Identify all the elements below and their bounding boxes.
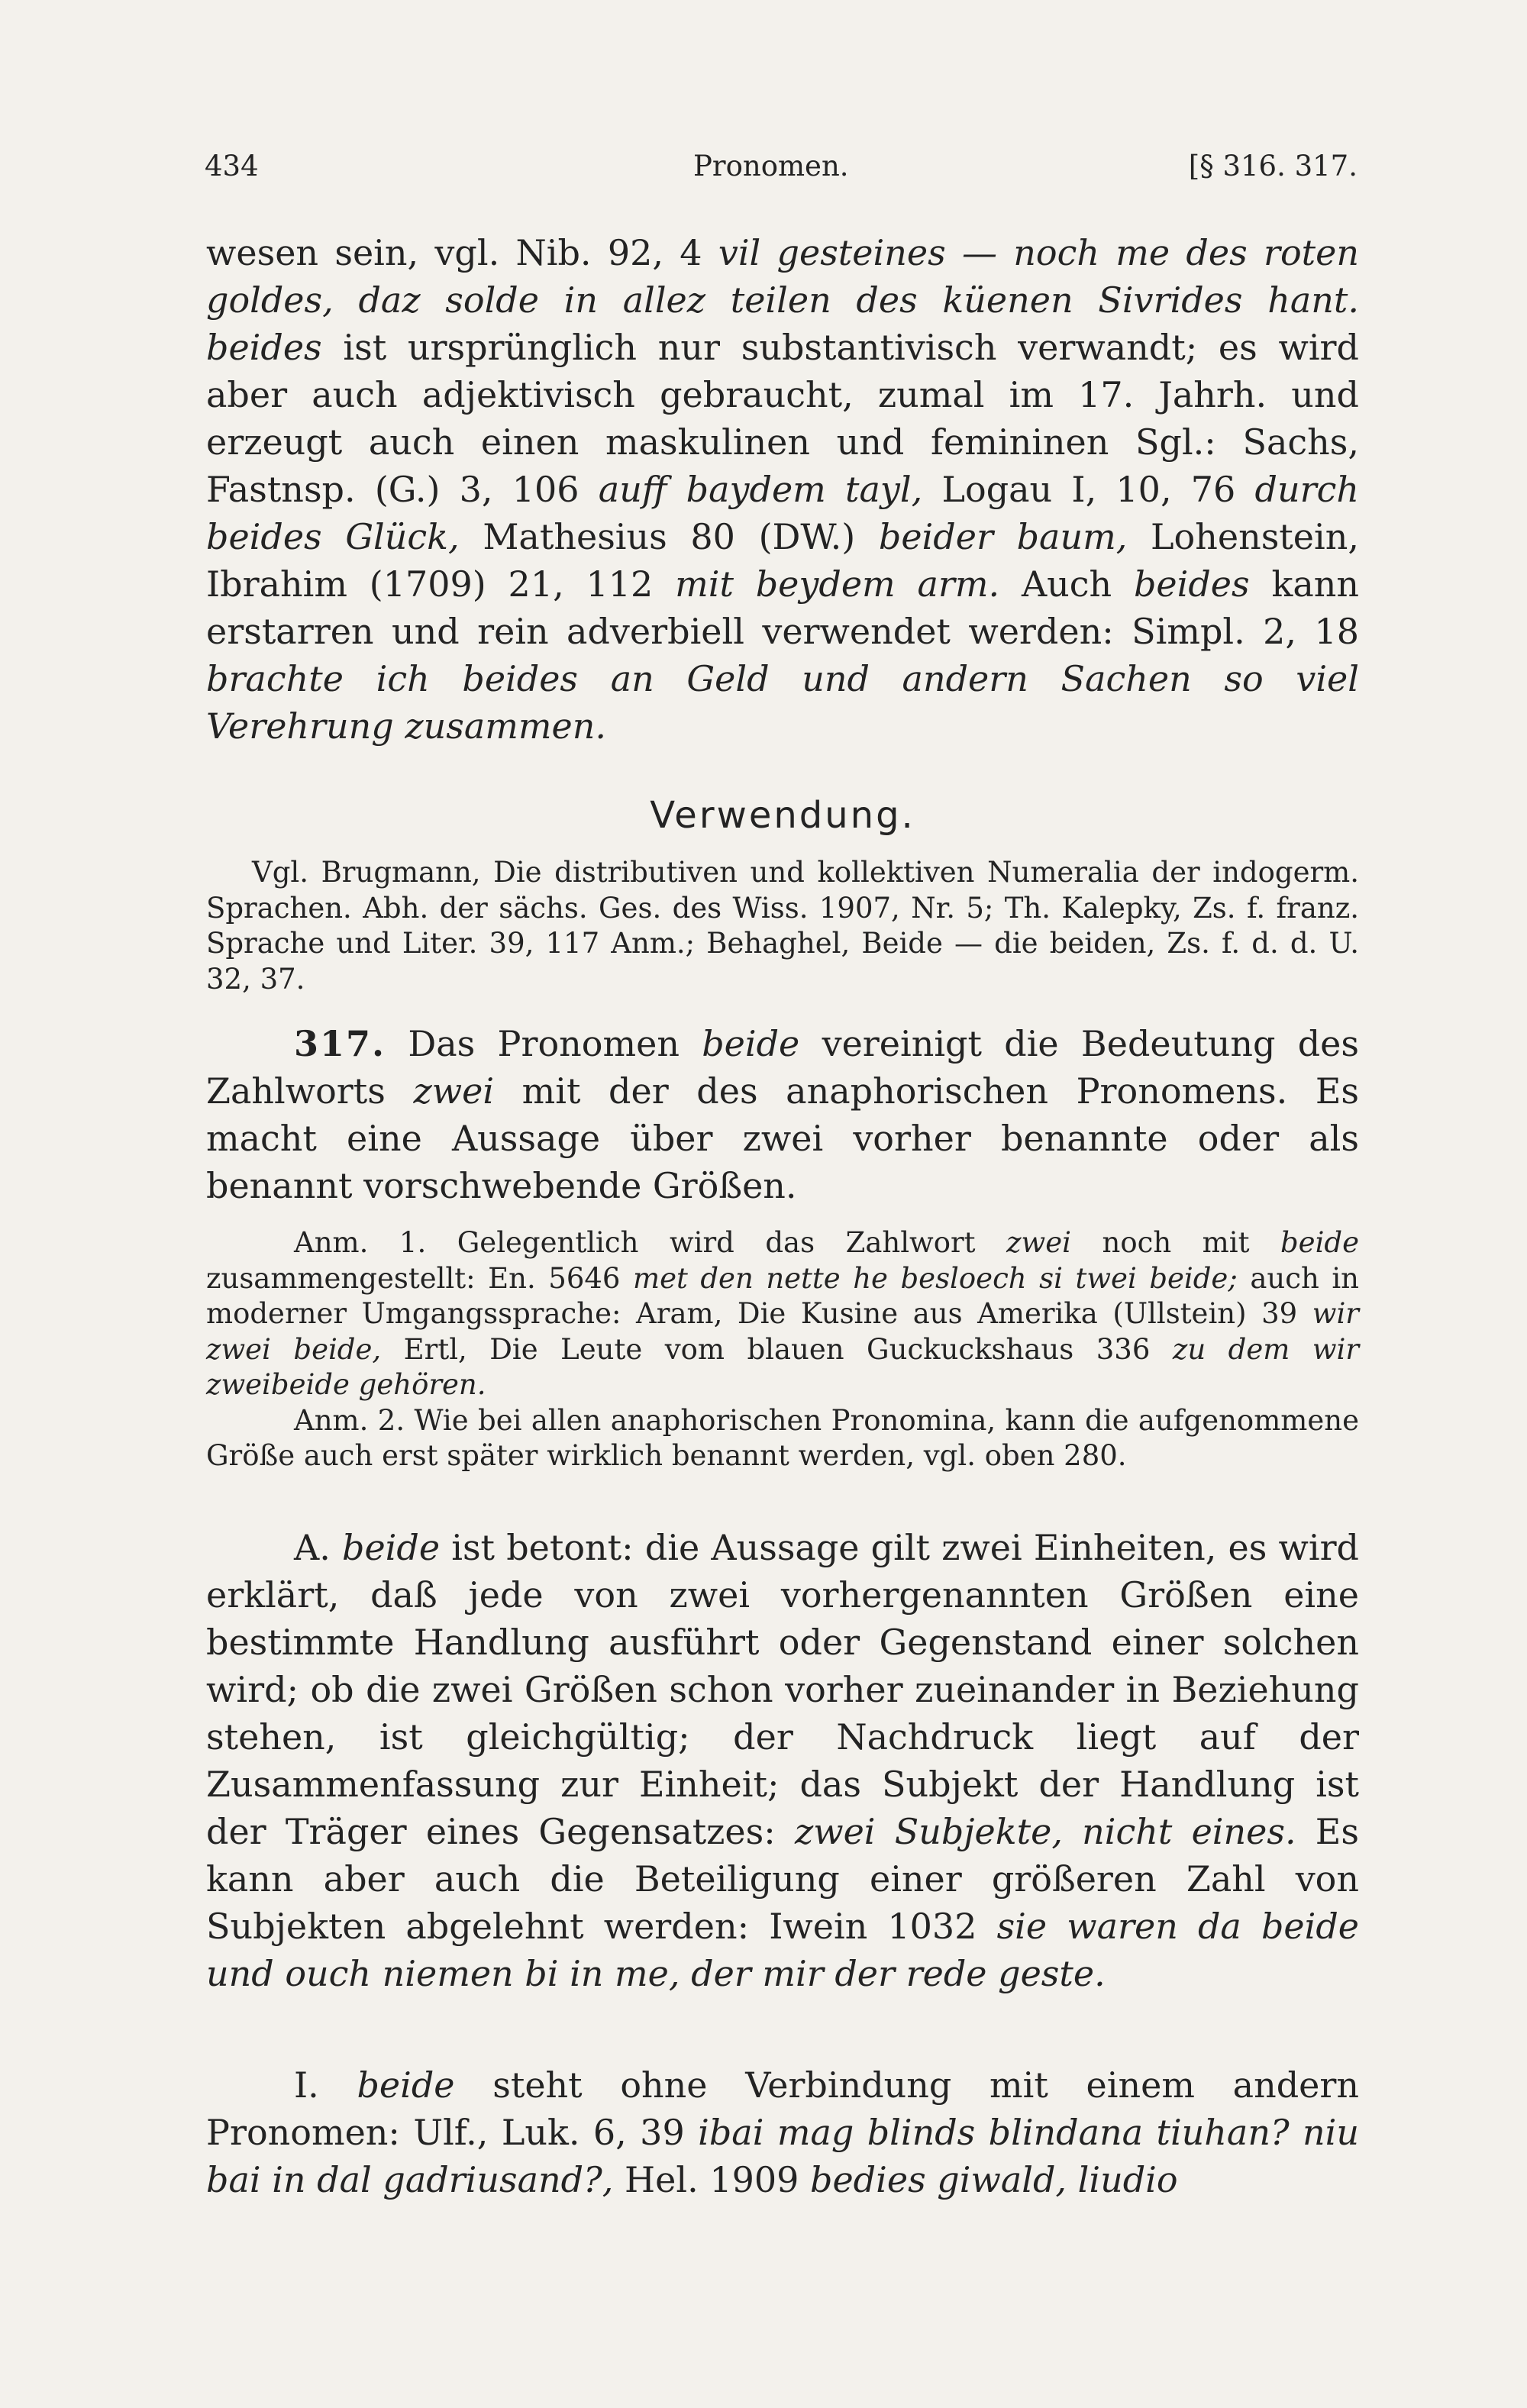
text-run: auch in moderner Umgangssprache: Aram, Die Kusine aus Amerika (Ullstein) 39: [206, 1261, 1359, 1330]
text-run: ist ursprünglich nur substantivisch verwandt; es wird aber auch adjektivisch gebraucht, zumal im 17. Jahrh. und erzeugt auch einen maskulinen und femininen Sgl.: Sachs, Fastnsp. (G.) 3, 106: [206, 327, 1359, 510]
text-run: I.: [294, 2064, 357, 2106]
running-title: Pronomen.: [693, 150, 849, 182]
quote-run: zwei Subjekte, nicht eines.: [794, 1811, 1296, 1852]
text-run: ist betont: die Aussage gilt zwei Einheiten, es wird erklärt, daß jede von zwei vorhergenannten Größen eine bestimmte Handlung ausführt oder Gegenstand einer solchen wird; ob die zwei Größen schon vorher zueinander in Beziehung stehen, ist gleichgültig; der Nachdruck liegt auf der Zusammenfassung zur Einheit; das Subjekt der Handlung ist der Träger eines Gegensatzes:: [206, 1527, 1360, 1852]
paragraph-a: [206, 1524, 1359, 1997]
text-run: Mathesius 80 (DW.): [459, 516, 879, 557]
section-317: [206, 1020, 1359, 1209]
text-run: Anm. 1. Gelegentlich wird das Zahlwort: [294, 1226, 1007, 1259]
references-block: [206, 855, 1359, 997]
references: Vgl. Brugmann, Die distributiven und kollektiven Numeralia der indogerm. Sprachen. Abh. der sächs. Ges. des Wiss. 1907, Nr. 5; Th. Kalepky, Zs. f. franz. Sprache und Liter. 39, 117 Anm.; Behaghel, Beide — die beiden, Zs. f. d. d. U. 32, 37.: [206, 856, 1359, 996]
text-run: Auch: [999, 563, 1134, 605]
running-header: [205, 150, 1358, 195]
text-run: Hel. 1909: [613, 2159, 811, 2200]
note-anm-2: Anm. 2. Wie bei allen anaphorischen Pronomina, kann die aufgenommene Größe auch erst später wirklich benannt werden, vgl. oben 280.: [206, 1403, 1359, 1472]
quote-run: beide: [342, 1527, 441, 1568]
quote-run: zwei: [413, 1070, 495, 1112]
text-run: noch mit: [1070, 1226, 1280, 1259]
quote-run: beide: [1280, 1226, 1359, 1259]
text-run: A.: [294, 1527, 343, 1568]
quote-run: auff baydem tayl,: [598, 469, 923, 510]
quote-run: sie waren da beide und ouch niemen bi in me, der mir der rede geste.: [206, 1906, 1359, 1994]
quote-run: wir zwei beide,: [206, 1297, 1359, 1366]
quote-run: beides: [1133, 563, 1250, 605]
quote-run: mit beydem arm.: [675, 563, 1000, 605]
text-run: Das Pronomen: [386, 1023, 702, 1064]
text-run: Logau I, 10, 76: [922, 469, 1255, 510]
quote-run: zu dem wir zweibeide gehören.: [206, 1332, 1360, 1401]
text-run: wesen sein, vgl. Nib. 92, 4: [206, 232, 718, 273]
notes-block: [206, 1225, 1359, 1474]
section-range: [§ 316. 317.: [1188, 150, 1358, 182]
quote-run: brachte ich beides an Geld und andern Sachen so viel Verehrung zusammen.: [206, 658, 1359, 747]
paragraph-i: [206, 2061, 1359, 2203]
text-run: kann erstarren und rein adverbiell verwendet werden: Simpl. 2, 18: [206, 563, 1359, 652]
quote-run: vil gesteines — noch me des roten goldes, daz solde in allez teilen des küenen Sivrides hant.: [206, 232, 1359, 321]
paragraph-beides: [206, 229, 1359, 750]
quote-run: beide: [357, 2064, 455, 2106]
quote-run: zwei: [1006, 1226, 1071, 1259]
quote-run: met den nette he besloech si twei beide;: [632, 1261, 1238, 1295]
quote-run: beide: [702, 1023, 800, 1064]
quote-run: ibai mag blinds blindana tiuhan? niu bai in dal gadriusand?,: [206, 2112, 1359, 2200]
section-number: 317.: [294, 1023, 386, 1064]
subsection-a: [206, 1524, 1359, 1997]
text-run: Ertl, Die Leute vom blauen Guckuckshaus 336: [381, 1332, 1173, 1366]
quote-run: durch beides Glück,: [206, 469, 1359, 557]
text-run: zusammengestellt: En. 5646: [206, 1261, 633, 1295]
text-run: Lohenstein, Ibrahim (1709) 21, 112: [206, 516, 1359, 605]
text-run: vereinigt die Bedeutung des Zahlworts: [206, 1023, 1359, 1112]
text-run: mit der des anaphorischen Pronomens. Es macht eine Aussage über zwei vorher benannte oder als benannt vorschwebende Größen.: [206, 1070, 1360, 1206]
paragraph-317: [206, 1020, 1359, 1209]
quote-run: beider baum,: [878, 516, 1128, 557]
quote-run: beides: [206, 327, 322, 368]
section-heading: Verwendung.: [650, 794, 915, 837]
note-anm-1: [206, 1225, 1359, 1403]
text-run: Es kann aber auch die Beteiligung einer größeren Zahl von Subjekten abgelehnt werden: Iwein 1032: [206, 1811, 1359, 1947]
text-run: steht ohne Verbindung mit einem andern Pronomen: Ulf., Luk. 6, 39: [206, 2064, 1359, 2153]
quote-run: bedies giwald, liudio: [810, 2159, 1178, 2200]
page-number: 434: [205, 150, 259, 182]
paragraph-continuation: [206, 229, 1359, 750]
subsection-i: [206, 2061, 1359, 2203]
